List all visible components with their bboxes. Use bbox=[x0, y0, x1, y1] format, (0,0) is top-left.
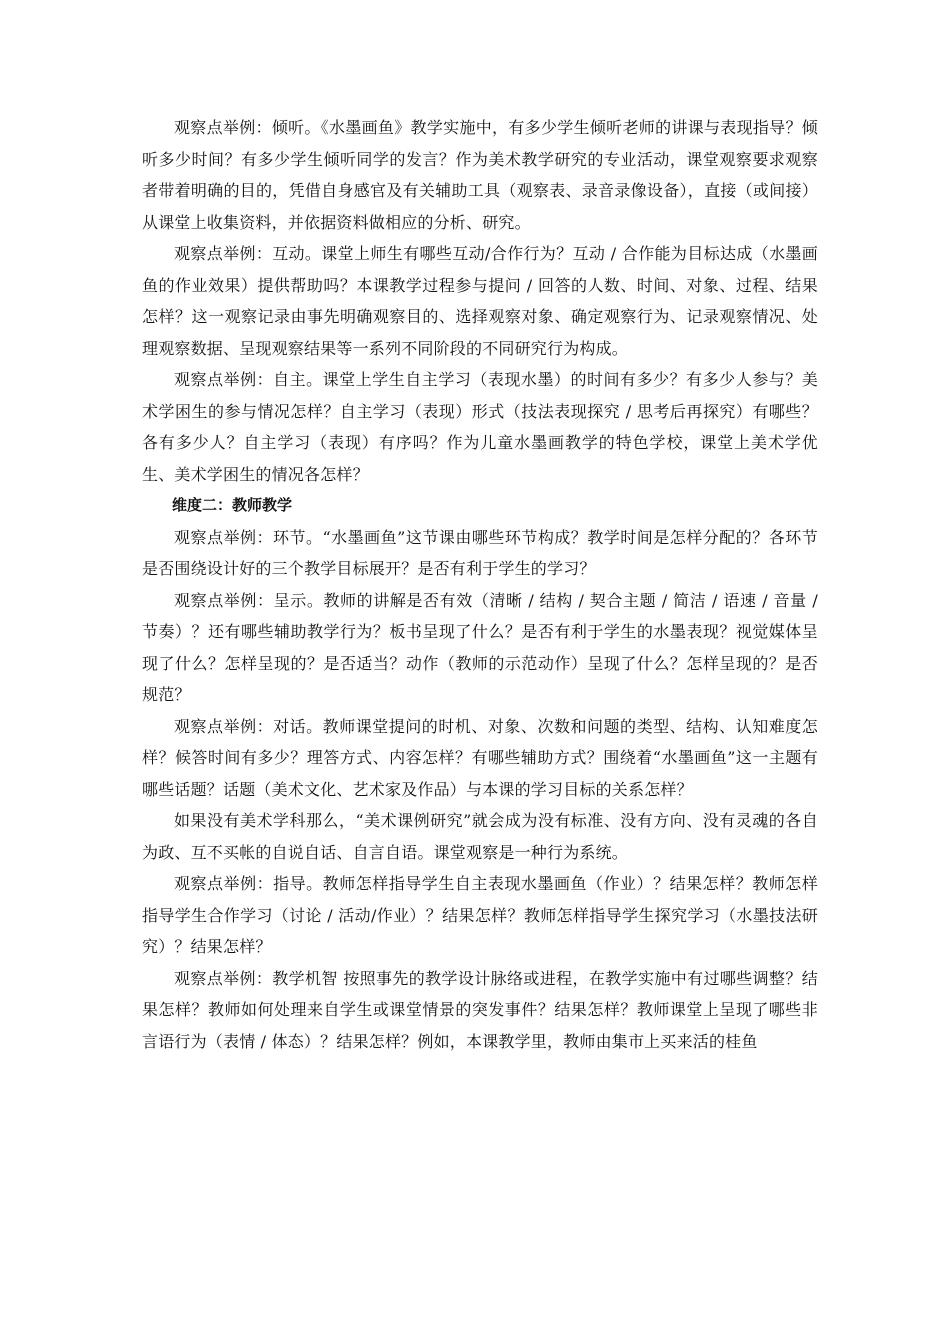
paragraph-teaching-wit: 观察点举例：教学机智 按照事先的教学设计脉络或进程，在教学实施中有过哪些调整？结果怎样？教师如何处理来自学生或课堂情景的突发事件？结果怎样？教师课堂上呈现了哪些非言语行为（表情 / 体态）？结果怎样？例如，本课教学里，教师由集市上买来活的桂鱼 bbox=[142, 968, 818, 1051]
paragraph-stages: 观察点举例：环节。“水墨画鱼”这节课由哪些环节构成？教学时间是怎样分配的？各环节是否围绕设计好的三个教学目标展开？是否有利于学生的学习？ bbox=[142, 527, 818, 578]
paragraph-guidance: 观察点举例：指导。教师怎样指导学生自主表现水墨画鱼（作业）？结果怎样？教师怎样指导学生合作学习（讨论 / 活动/作业）？结果怎样？教师怎样指导学生探究学习（水墨技法研究）？结果怎样？ bbox=[142, 874, 818, 956]
paragraph-presentation: 观察点举例：呈示。教师的讲解是否有效（清晰 / 结构 / 契合主题 / 简洁 / 语速 / 音量 / 节奏）？还有哪些辅助教学行为？板书呈现了什么？是否有利于学生的水墨表现？视觉媒体呈现了什么？怎样呈现的？是否适当？动作（教师的示范动作）呈现了什么？怎样呈现的？是否规范？ bbox=[142, 590, 818, 704]
paragraph-discipline: 如果没有美术学科那么，“美术课例研究”就会成为没有标准、没有方向、没有灵魂的各自为政、互不买帐的自说自话、自言自语。课堂观察是一种行为系统。 bbox=[142, 811, 818, 862]
paragraph-dialogue: 观察点举例：对话。教师课堂提问的时机、对象、次数和问题的类型、结构、认知难度怎样？候答时间有多少？理答方式、内容怎样？有哪些辅助方式？围绕着“水墨画鱼”这一主题有哪些话题？话题（美术文化、艺术家及作品）与本课的学习目标的关系怎样？ bbox=[142, 716, 818, 799]
paragraph-autonomy: 观察点举例：自主。课堂上学生自主学习（表现水墨）的时间有多少？有多少人参与？美术学困生的参与情况怎样？自主学习（表现）形式（技法表现探究 / 思考后再探究）有哪些？各有多少人？自主学习（表现）有序吗？作为儿童水墨画教学的特色学校，课堂上美术学优生、美术学困生的情况各怎样？ bbox=[142, 370, 818, 484]
paragraph-interaction: 观察点举例：互动。课堂上师生有哪些互动/合作行为？互动 / 合作能为目标达成（水墨画鱼的作业效果）提供帮助吗？本课教学过程参与提问 / 回答的人数、时间、对象、过程、结果怎样？这一观察记录由事先明确观察目的、选择观察对象、确定观察行为、记录观察情况、处理观察数据、呈现观察结果等一系列不同阶段的不同研究行为构成。 bbox=[142, 244, 818, 358]
section-heading: 维度二：教师教学 bbox=[172, 496, 293, 514]
paragraph-listening: 观察点举例：倾听。《水墨画鱼》教学实施中，有多少学生倾听老师的讲课与表现指导？倾听多少时间？有多少学生倾听同学的发言？作为美术教学研究的专业活动，课堂观察要求观察者带着明确的目的，凭借自身感官及有关辅助工具（观察表、录音录像设备），直接（或间接）从课堂上收集资料，并依据资料做相应的分析、研究。 bbox=[142, 118, 818, 232]
document-body bbox=[142, 112, 818, 1057]
